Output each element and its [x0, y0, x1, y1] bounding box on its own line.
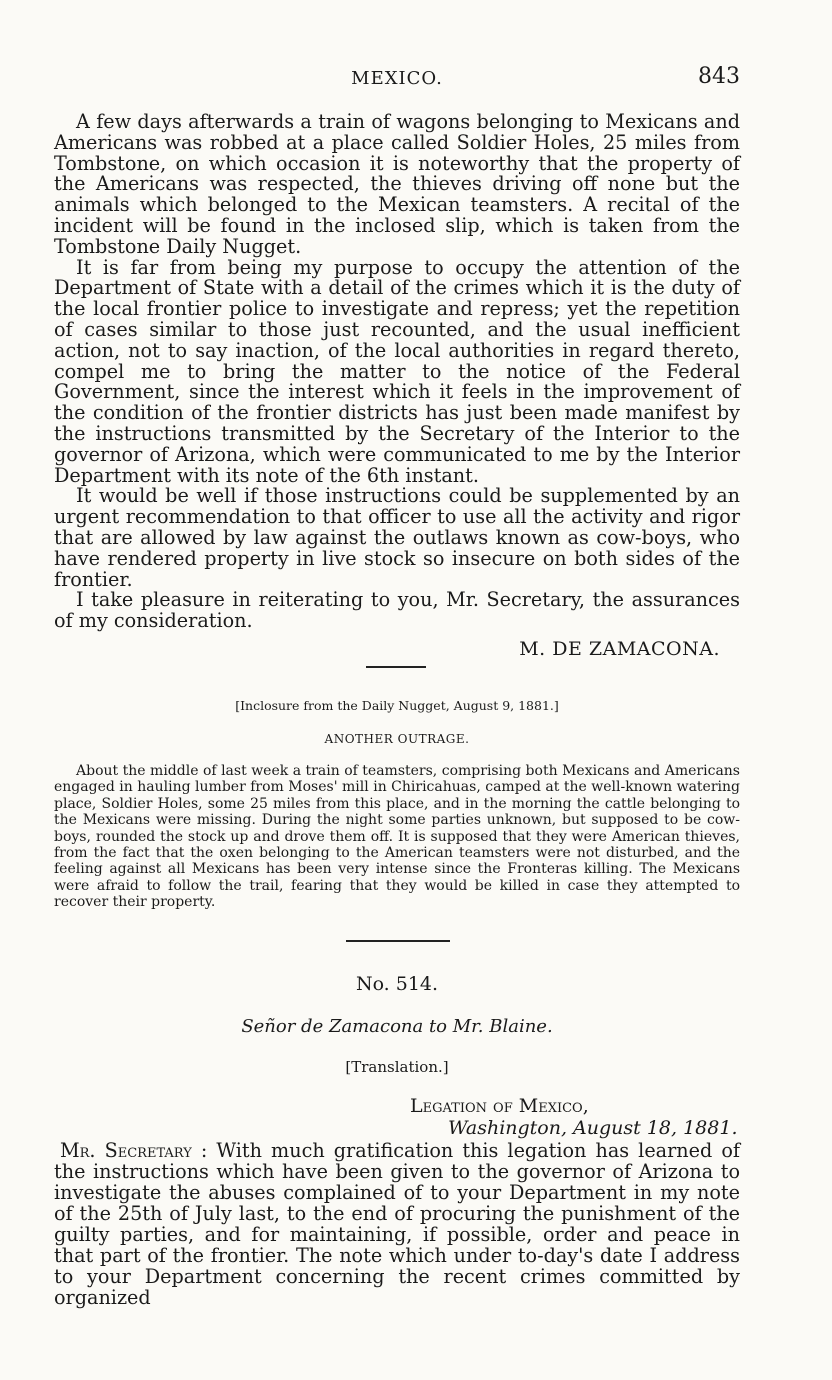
section-divider: [346, 940, 450, 942]
letter-paragraph: [54, 1140, 740, 1308]
dateline-place: Legation of Mexico,: [410, 1095, 589, 1117]
letter-text: With much gratification this legation has learned of the instructions which have been given to the governor of Arizona to investigate the abuses complained of to your Department in my note of the 25th of July last, to the end of procuring the punishment of the guilty parties, and for maintaining, if possible, order and peace in that part of the frontier. The note which under to-day's date I address to your Department concerning the recent crimes committed by organized: [54, 1139, 740, 1309]
letter-opening: [54, 1140, 740, 1308]
paragraph: It is far from being my purpose to occupy the attention of the Department of State with a detail of the crimes which it is the duty of the local frontier police to investigate and repress; yet the repetition of cases similar to those just recounted, and the usual inefficient action, not to say inaction, of the local authorities in regard thereto, compel me to bring the matter to the notice of the Federal Government, since the interest which it feels in the improvement of the condition of the frontier districts has just been made manifest by the instructions transmitted by the Secretary of the Interior to the governor of Arizona, which were communicated to me by the Interior Department with its note of the 6th instant.: [54, 255, 740, 487]
paragraph: It would be well if those instructions could be supplemented by an urgent recommendation to that officer to use all the activity and rigor that are allowed by law against the outlaws known as cow-boys, who have rendered property in live stock so insecure on both sides of the frontier.: [54, 484, 740, 591]
paragraph: A few days afterwards a train of wagons belonging to Mexicans and Americans was robbed at a place called Soldier Holes, 25 miles from Tombstone, on which occasion it is noteworthy that the property of the Americans was respected, the thieves driving off none but the animals which belonged to the Mexican teamsters. A recital of the incident will be found in the inclosed slip, which is taken from the Tombstone Daily Nugget.: [54, 110, 740, 258]
section-divider: [366, 666, 426, 668]
inclosure-paragraph: About the middle of last week a train of teamsters, comprising both Mexicans and Americans engaged in hauling lumber from Moses' mill in Chiricahuas, camped at the well-known watering place, Soldier Holes, some 25 miles from this place, and in the morning the cattle belonging to the Mexicans were missing. During the night some parties unknown, but supposed to be cow-boys, rounded the stock up and drove them off. It is supposed that they were American thieves, from the fact that the oxen belonging to the American teamsters were not disturbed, and the feeling against all Mexicans has been very intense since the Fronteras killing. The Mexicans were afraid to follow the trail, fearing that they would be killed in case they attempted to recover their property.: [54, 763, 740, 911]
salutation: Mr. Secretary :: [60, 1139, 208, 1162]
dateline-date: [410, 1117, 738, 1139]
document-page: [54, 0, 740, 1380]
inclosure-heading: ANOTHER OUTRAGE.: [324, 732, 470, 746]
paragraph: I take pleasure in reiterating to you, Mr. Secretary, the assurances of my consideration.: [54, 588, 740, 633]
document-title: Señor de Zamacona to Mr. Blaine.: [241, 1016, 553, 1037]
inclosure-note: [Inclosure from the Daily Nugget, August 9, 1881.]: [235, 698, 559, 713]
letter-body: [54, 112, 740, 632]
page-number: 843: [698, 64, 740, 89]
inclosure-article: [54, 763, 740, 911]
signature: M. DE ZAMACONA.: [519, 638, 720, 660]
running-head: MEXICO.: [351, 68, 443, 89]
page-header: [54, 64, 740, 94]
document-number: No. 514.: [355, 973, 439, 995]
translation-note: [Translation.]: [345, 1058, 449, 1076]
dateline: [410, 1095, 738, 1139]
dateline-date-text: Washington, August 18, 1881.: [448, 1117, 738, 1139]
